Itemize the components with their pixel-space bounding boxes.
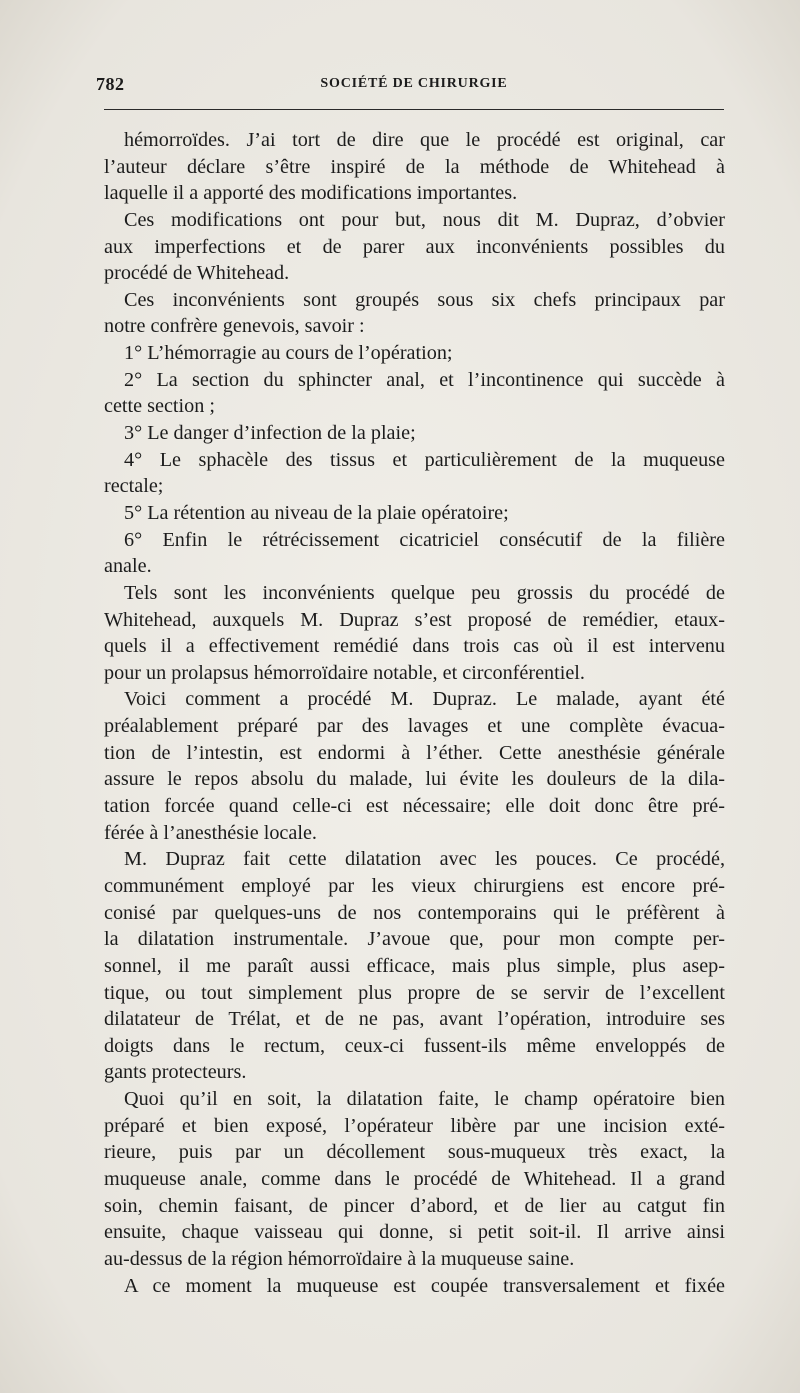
text-line: férée à l’anesthésie locale. — [104, 821, 317, 844]
text-line: Ces inconvénients sont groupés sous six chefs principaux par — [124, 288, 725, 311]
header-rule — [104, 109, 724, 110]
page-number: 782 — [96, 74, 125, 94]
paragraph — [104, 447, 725, 500]
paragraph — [104, 207, 725, 287]
text-line: M. Dupraz fait cette dilatation avec les pouces. Ce procédé, — [124, 848, 725, 871]
text-line: l’auteur déclare s’être inspiré de la méthode de Whitehead à — [104, 155, 725, 178]
paragraph — [104, 287, 725, 340]
text-line: procédé de Whitehead. — [104, 262, 290, 285]
text-line: aux imperfections et de parer aux inconvénients possibles du — [104, 235, 725, 258]
text-line: conisé par quelques-uns de nos contemporains qui le préfèrent à — [104, 901, 725, 924]
text-line: la dilatation instrumentale. J’avoue que, pour mon compte per- — [104, 928, 725, 951]
text-line: laquelle il a apporté des modifications importantes. — [104, 182, 518, 205]
paragraph — [104, 500, 725, 527]
text-line: notre confrère genevois, savoir : — [104, 315, 365, 338]
text-line: 6° Enfin le rétrécissement cicatriciel consécutif de la filière — [124, 528, 725, 551]
paragraph — [104, 1273, 725, 1300]
text-line: rieure, puis par un décollement sous-muqueux très exact, la — [104, 1141, 725, 1164]
text-line: 5° La rétention au niveau de la plaie opératoire; — [124, 501, 509, 524]
text-line: 2° La section du sphincter anal, et l’incontinence qui succède à — [124, 368, 725, 391]
paragraph — [104, 686, 725, 846]
text-line: quels il a effectivement remédié dans trois cas où il est intervenu — [104, 635, 725, 658]
text-line: Whitehead, auxquels M. Dupraz s’est proposé de remédier, etaux- — [104, 608, 725, 631]
paragraph — [104, 127, 725, 207]
text-line: tation forcée quand celle-ci est nécessaire; elle doit donc être pré- — [104, 795, 725, 818]
text-line: dilatateur de Trélat, et de ne pas, avant l’opération, introduire ses — [104, 1008, 725, 1031]
page-header — [96, 74, 724, 98]
text-line: Ces modifications ont pour but, nous dit M. Dupraz, d’obvier — [124, 208, 725, 231]
paragraph — [104, 367, 725, 420]
paragraph — [104, 527, 725, 580]
text-line: cette section ; — [104, 395, 215, 418]
paragraph — [104, 580, 725, 687]
body-text — [104, 127, 725, 1299]
text-line: gants protecteurs. — [104, 1061, 247, 1084]
running-title: SOCIÉTÉ DE CHIRURGIE — [320, 76, 508, 91]
text-line: A ce moment la muqueuse est coupée transversalement et fixée — [124, 1274, 725, 1297]
text-line: assure le repos absolu du malade, lui évite les douleurs de la dila- — [104, 768, 725, 791]
text-line: hémorroïdes. J’ai tort de dire que le procédé est original, car — [124, 129, 725, 151]
text-line: Tels sont les inconvénients quelque peu grossis du procédé de — [124, 581, 725, 604]
paragraph — [104, 340, 725, 367]
paragraph — [104, 846, 725, 1086]
paragraph — [104, 420, 725, 447]
text-line: au-dessus de la région hémorroïdaire à la muqueuse saine. — [104, 1247, 575, 1270]
text-line: soin, chemin faisant, de pincer d’abord, et de lier au catgut fin — [104, 1194, 725, 1217]
text-line: préalablement préparé par des lavages et une complète évacua- — [104, 715, 725, 738]
text-line: préparé et bien exposé, l’opérateur libère par une incision exté- — [104, 1114, 725, 1137]
text-line: anale. — [104, 555, 152, 578]
text-line: 4° Le sphacèle des tissus et particulièrement de la muqueuse — [124, 448, 725, 471]
text-line: Voici comment a procédé M. Dupraz. Le malade, ayant été — [124, 688, 725, 711]
text-line: doigts dans le rectum, ceux-ci fussent-ils même enveloppés de — [104, 1034, 725, 1057]
text-line: 3° Le danger d’infection de la plaie; — [124, 422, 416, 445]
text-line: Quoi qu’il en soit, la dilatation faite, le champ opératoire bien — [124, 1088, 725, 1111]
text-line: ensuite, chaque vaisseau qui donne, si petit soit-il. Il arrive ainsi — [104, 1221, 725, 1244]
paragraph — [104, 1086, 725, 1272]
text-line: muqueuse anale, comme dans le procédé de Whitehead. Il a grand — [104, 1167, 725, 1190]
text-line: pour un prolapsus hémorroïdaire notable, et circonférentiel. — [104, 661, 585, 684]
text-line: communément employé par les vieux chirurgiens est encore pré- — [104, 874, 725, 897]
text-line: sonnel, il me paraît aussi efficace, mais plus simple, plus asep- — [104, 954, 725, 977]
text-line: rectale; — [104, 475, 164, 498]
text-line: tique, ou tout simplement plus propre de se servir de l’excellent — [104, 981, 725, 1004]
text-line: tion de l’intestin, est endormi à l’éther. Cette anesthésie générale — [104, 741, 725, 764]
text-line: 1° L’hémorragie au cours de l’opération; — [124, 342, 453, 365]
